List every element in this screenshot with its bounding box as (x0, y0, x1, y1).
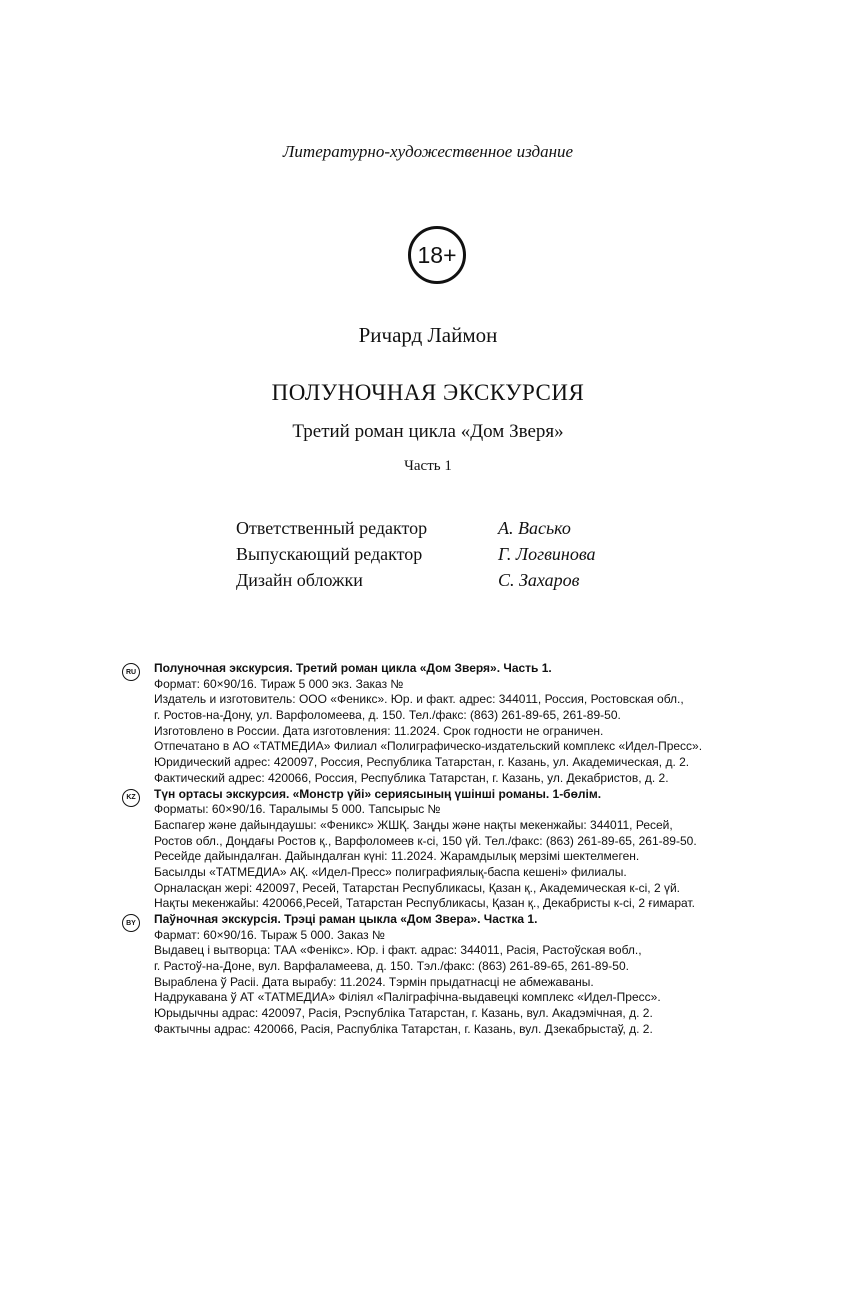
imprint-line: Орналасқан жері: 420097, Ресей, Татарстан Республикасы, Қазан қ., Академическая к-сі, 2 үй. (154, 880, 681, 895)
imprint (120, 661, 800, 1038)
book-subtitle: Третий роман цикла «Дом Зверя» (292, 421, 564, 442)
imprint-line: Басылды «ТАТМЕДИА» АҚ. «Идел-Пресс» полиграфиялық-баспа кешені» филиалы. (154, 864, 627, 879)
age-rating-badge: 18+ (408, 226, 466, 284)
genre-label: Литературно-художественное издание (282, 142, 574, 161)
imprint-line: Юрыдычны адрас: 420097, Расія, Рэспубліка Татарстан, г. Казань, вул. Акадэмічная, д. 2. (154, 1006, 653, 1021)
imprint-line: Выраблена ў Расіі. Дата вырабу: 11.2024. Тэрмін прыдатнасці не абмежаваны. (154, 974, 594, 989)
credit-role: Дизайн обложки (236, 570, 363, 590)
credit-role: Выпускающий редактор (236, 544, 423, 564)
credit-name: Г. Логвинова (498, 544, 596, 564)
imprint-line: Отпечатано в АО «ТАТМЕДИА» Филиал «Полиграфическо-издательский комплекс «Идел-Пресс». (154, 739, 703, 754)
credit-name: А. Васько (498, 518, 571, 538)
imprint-line: Түн ортасы экскурсия. «Монстр үйі» сериясының үшінші романы. 1-бөлім. (154, 786, 602, 801)
imprint-block-by (120, 912, 800, 1038)
imprint-line: Фармат: 60×90/16. Тыраж 5 000. Заказ № (154, 927, 385, 942)
credit-row (236, 570, 656, 596)
imprint-line: Надрукавана ў АТ «ТАТМЕДИА» Філіял «Паліграфічна-выдавецкі комплекс «Идел-Пресс». (154, 990, 661, 1005)
imprint-line: Полуночная экскурсия. Третий роман цикла «Дом Зверя». Часть 1. (154, 661, 552, 675)
imprint-line: Ростов обл., Доңдағы Ростов қ., Варфоломеев к-сі, 150 үй. Тел./факс: (863) 261-89-65, 261-89-50. (154, 833, 697, 848)
imprint-line: Нақты мекенжайы: 420066,Ресей, Татарстан Республикасы, Қазан қ., Декабристы к-сі, 2 ғимарат. (154, 896, 695, 911)
imprint-line: Юридический адрес: 420097, Россия, Республика Татарстан, г. Казань, ул. Академическая, д. 2. (154, 755, 690, 770)
book-title: ПОЛУНОЧНАЯ ЭКСКУРСИЯ (271, 380, 585, 405)
imprint-line: Выдавец і вытворца: ТАА «Фенікс». Юр. і факт. адрас: 344011, Расія, Растоўская вобл., (154, 943, 642, 958)
imprint-line: Фактический адрес: 420066, Россия, Республика Татарстан, г. Казань, ул. Декабристов, д. 2. (154, 770, 669, 785)
imprint-line: Форматы: 60×90/16. Таралымы 5 000. Тапсырыс № (154, 802, 441, 817)
imprint-line: Издатель и изготовитель: ООО «Феникс». Юр. и факт. адрес: 344011, Россия, Ростовская обл., (154, 692, 684, 707)
imprint-line: Ресейде дайындалған. Дайындалған күні: 11.2024. Жарамдылық мерзімі шектелмеген. (154, 849, 640, 864)
credit-name: С. Захаров (498, 570, 580, 590)
imprint-block-ru (120, 661, 800, 787)
credits (236, 518, 656, 596)
imprint-line: Баспагер және дайындаушы: «Феникс» ЖШҚ. Заңды және нақты мекенжайы: 344011, Ресей, (154, 817, 673, 832)
imprint-line: Паўночная экскурсія. Трэці раман цыкла «Дом Звера». Частка 1. (154, 912, 538, 926)
imprint-line: Формат: 60×90/16. Тираж 5 000 экз. Заказ № (154, 676, 404, 691)
imprint-block-kz (120, 787, 800, 913)
imprint-line: г. Растоў-на-Доне, вул. Варфаламеева, д. 150. Тэл./факс: (863) 261-89-65, 261-89-50. (154, 959, 629, 974)
language-badge-icon: RU (122, 663, 140, 681)
language-badge-icon: KZ (122, 789, 140, 807)
credit-row (236, 518, 656, 544)
imprint-line: Фактычны адрас: 420066, Расія, Распубліка Татарстан, г. Казань, вул. Дзекабрыстаў, д. 2. (154, 1021, 653, 1036)
imprint-line: Изготовлено в России. Дата изготовления: 11.2024. Срок годности не ограничен. (154, 723, 604, 738)
credit-role: Ответственный редактор (236, 518, 428, 538)
imprint-line: г. Ростов-на-Дону, ул. Варфоломеева, д. 150. Тел./факс: (863) 261-89-65, 261-89-50. (154, 708, 621, 723)
part-label: Часть 1 (404, 458, 452, 474)
author-name: Ричард Лаймон (358, 323, 498, 347)
credit-row (236, 544, 656, 570)
language-badge-icon: BY (122, 914, 140, 932)
